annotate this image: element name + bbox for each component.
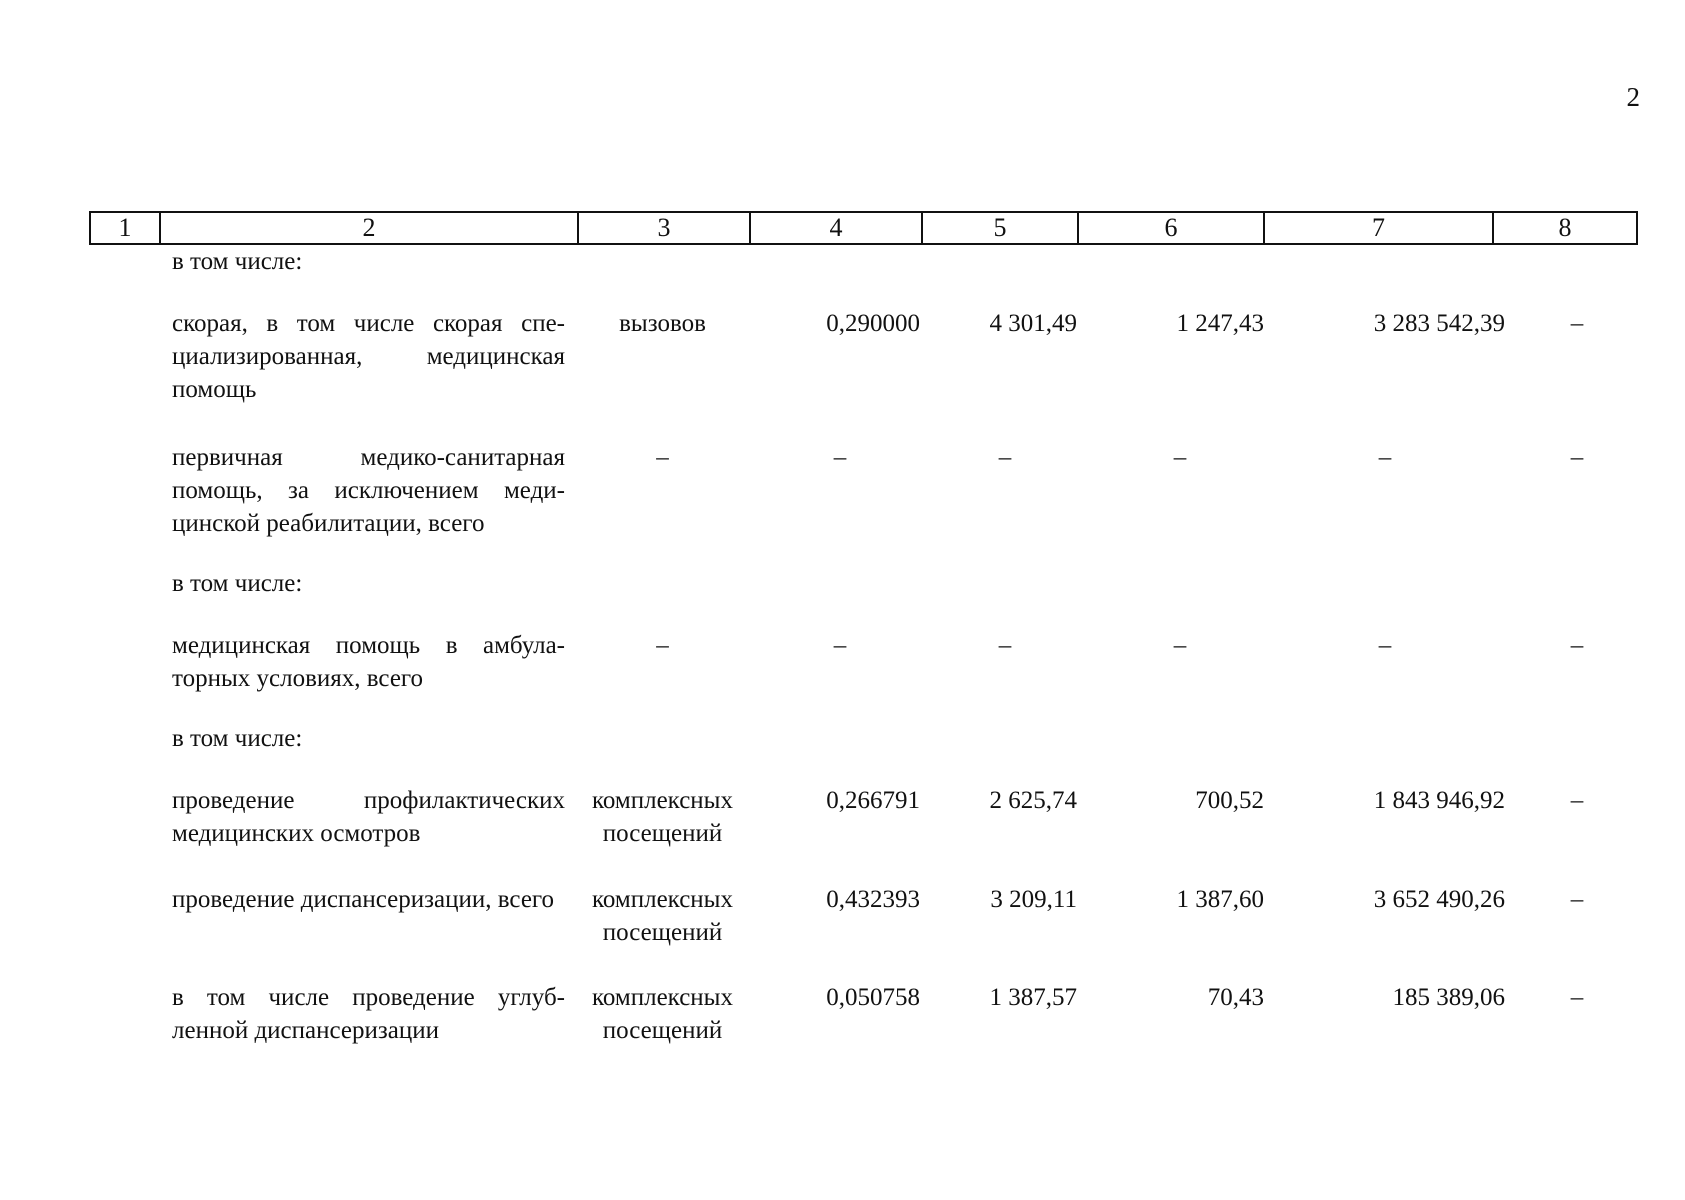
value-cell-5: 2 625,74 — [989, 787, 1077, 814]
table-header-row — [89, 211, 1638, 245]
page-number: 2 — [1626, 82, 1640, 112]
value-cell-4: 0,266791 — [826, 787, 920, 814]
value-cell-8: – — [1570, 787, 1584, 814]
value-cell-5: 4 301,49 — [989, 310, 1077, 337]
value-cell-7: – — [1378, 444, 1392, 471]
value-cell-5: 3 209,11 — [990, 886, 1077, 913]
row-label: в том числе: — [172, 570, 303, 597]
unit-cell: – — [656, 632, 669, 659]
row-label: медицинская помощь в амбула- торных условиях, всего — [172, 632, 565, 692]
value-cell-7: 185 389,06 — [1392, 984, 1505, 1011]
column-header-1: 1 — [89, 211, 161, 245]
unit-cell: – — [656, 444, 669, 471]
column-header-4: 4 — [749, 211, 923, 245]
value-cell-6: 1 387,60 — [1176, 886, 1264, 913]
value-cell-7: 3 652 490,26 — [1373, 886, 1505, 913]
value-cell-4: 0,432393 — [826, 886, 920, 913]
value-cell-5: – — [998, 632, 1012, 659]
row-label: в том числе: — [172, 725, 303, 752]
value-cell-4: 0,290000 — [826, 310, 920, 337]
column-header-2: 2 — [159, 211, 579, 245]
column-header-6: 6 — [1077, 211, 1265, 245]
value-cell-4: – — [833, 444, 847, 471]
row-label: в том числе проведение углуб- ленной диспансеризации — [172, 984, 565, 1044]
row-label: в том числе: — [172, 248, 303, 275]
unit-cell: комплексных посещений — [592, 886, 733, 946]
value-cell-7: 3 283 542,39 — [1373, 310, 1505, 337]
value-cell-8: – — [1570, 310, 1584, 337]
column-header-8: 8 — [1492, 211, 1638, 245]
value-cell-6: 70,43 — [1207, 984, 1264, 1011]
column-header-3: 3 — [577, 211, 751, 245]
value-cell-8: – — [1570, 444, 1584, 471]
value-cell-6: 700,52 — [1195, 787, 1264, 814]
value-cell-7: 1 843 946,92 — [1373, 787, 1505, 814]
value-cell-6: – — [1173, 444, 1187, 471]
row-label: первичная медико-санитарная помощь, за исключением меди- цинской реабилитации, всего — [172, 444, 565, 537]
value-cell-4: – — [833, 632, 847, 659]
value-cell-6: 1 247,43 — [1176, 310, 1264, 337]
unit-cell: вызовов — [619, 310, 706, 337]
value-cell-8: – — [1570, 632, 1584, 659]
value-cell-5: 1 387,57 — [989, 984, 1077, 1011]
row-label: проведение профилактических медицинских осмотров — [172, 787, 565, 847]
column-header-7: 7 — [1263, 211, 1494, 245]
value-cell-5: – — [998, 444, 1012, 471]
value-cell-6: – — [1173, 632, 1187, 659]
column-header-5: 5 — [921, 211, 1079, 245]
value-cell-4: 0,050758 — [826, 984, 920, 1011]
value-cell-8: – — [1570, 984, 1584, 1011]
unit-cell: комплексных посещений — [592, 984, 733, 1044]
value-cell-7: – — [1378, 632, 1392, 659]
unit-cell: комплексных посещений — [592, 787, 733, 847]
value-cell-8: – — [1570, 886, 1584, 913]
row-label: скорая, в том числе скорая спе- циализированная, медицинская помощь — [172, 310, 565, 403]
row-label: проведение диспансеризации, всего — [172, 886, 555, 913]
